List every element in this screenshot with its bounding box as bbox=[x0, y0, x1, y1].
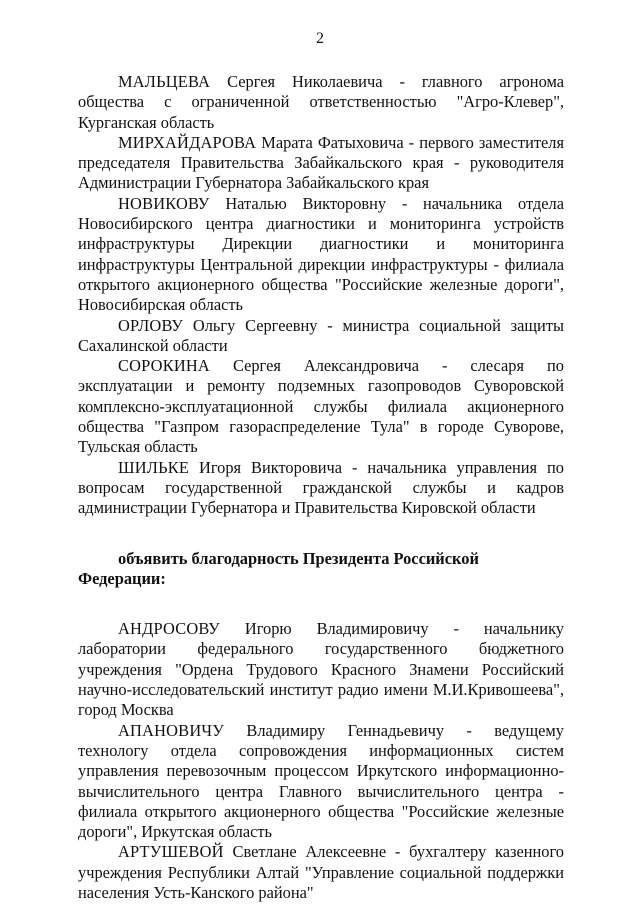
recipient-surname: АПАНОВИЧУ bbox=[118, 720, 225, 740]
recipient-surname: АРТУШЕВОЙ bbox=[118, 842, 224, 862]
award-entry bbox=[78, 458, 564, 519]
award-entry bbox=[78, 72, 564, 133]
award-entry bbox=[78, 194, 564, 316]
recipient-surname: НОВИКОВУ bbox=[118, 193, 210, 213]
document-body bbox=[78, 72, 564, 903]
recipient-details: Сергея Николаевича - главного агронома общества с ограниченной ответственностью "Агро-Клевер", Курганская область bbox=[78, 72, 564, 132]
recipient-details: Владимиру Геннадьевичу - ведущему технологу отдела сопровождения информационных систем управления перевозочным процессом Иркутского информационно-вычислительного центра Главного вычислительного центра - филиала открытого акционерного общества "Российские железные дороги", Иркутская область bbox=[78, 720, 564, 842]
award-entry bbox=[78, 316, 564, 357]
award-entry bbox=[78, 133, 564, 194]
recipient-surname: ОРЛОВУ bbox=[118, 315, 184, 335]
gratitude-entry bbox=[78, 842, 564, 903]
recipient-details: Наталью Викторовну - начальника отдела Новосибирского центра диагностики и мониторинга устройств инфраструктуры Дирекции диагностики и мониторинга инфраструктуры Центральной дирекции инфраструктуры - филиала открытого акционерного общества "Российские железные дороги", Новосибирская область bbox=[78, 193, 564, 315]
award-entry bbox=[78, 356, 564, 457]
recipient-details: Ольгу Сергеевну - министра социальной защиты Сахалинской области bbox=[78, 315, 564, 355]
recipient-surname: МИРХАЙДАРОВА bbox=[118, 132, 257, 152]
gratitude-entry bbox=[78, 619, 564, 720]
section-heading: объявить благодарность Президента Российской Федерации: bbox=[78, 548, 479, 588]
gratitude-entry bbox=[78, 721, 564, 843]
page-number: 2 bbox=[316, 30, 324, 47]
recipient-surname: ШИЛЬКЕ bbox=[118, 457, 190, 477]
recipient-surname: АНДРОСОВУ bbox=[118, 619, 220, 639]
recipient-details: Игорю Владимировичу - начальнику лаборатории федерального государственного бюджетного учреждения "Ордена Трудового Красного Знамени Российский научно-исследовательский институт радио имени М.И.Кривошеева", город Москва bbox=[78, 619, 564, 720]
recipient-details: Марата Фатыховича - первого заместителя председателя Правительства Забайкальского края - руководителя Администрации Губернатора Забайкальского края bbox=[78, 132, 564, 193]
recipient-details: Игоря Викторовича - начальника управления по вопросам государственной гражданской службы и кадров администрации Губернатора и Правительства Кировской области bbox=[78, 457, 564, 518]
recipient-surname: МАЛЬЦЕВА bbox=[118, 72, 211, 91]
recipient-details: Светлане Алексеевне - бухгалтеру казенного учреждения Республики Алтай "Управление социальной поддержки населения Усть-Канского района" bbox=[78, 842, 564, 902]
recipient-details: Сергея Александровича - слесаря по эксплуатации и ремонту подземных газопроводов Суворовской комплексно-эксплуатационной службы филиала акционерного общества "Газпром газораспределение Тула" в городе Суворове, Тульская область bbox=[78, 356, 564, 457]
recipient-surname: СОРОКИНА bbox=[118, 356, 210, 376]
